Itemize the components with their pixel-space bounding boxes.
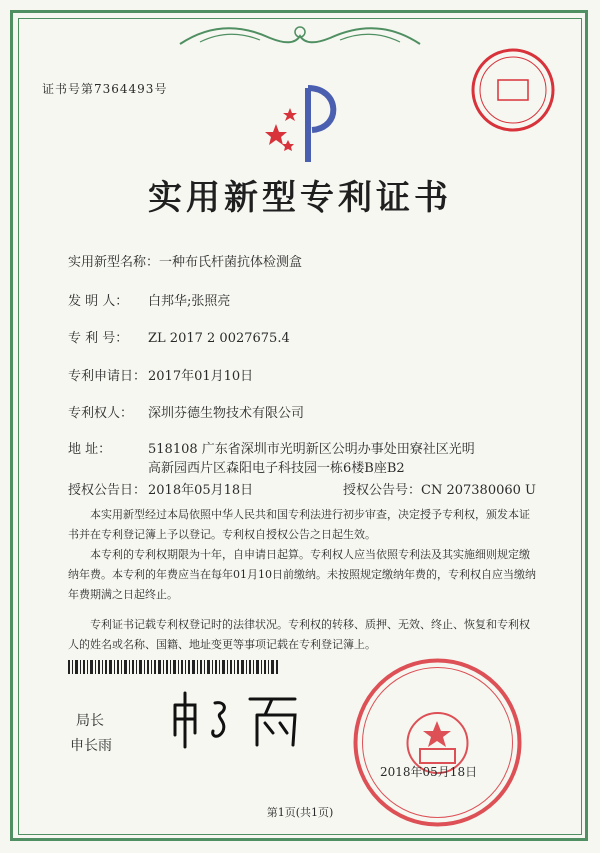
- model-name-row: [68, 251, 302, 270]
- top-right-seal: [468, 45, 558, 135]
- holder: 深圳芬德生物技术有限公司: [148, 406, 305, 421]
- page-number: 第1页(共1页): [266, 806, 334, 819]
- patent-number-row: [68, 327, 290, 346]
- paragraph-2: 本专利的专利权期限为十年，自申请日起算。专利权人应当依照专利法及其实施细则规定缴纳年费。本专利的年费应当在每年01月10日前缴纳。未按照规定缴纳年费的，专利权自应当缴纳年费期满之日起终止。: [68, 548, 536, 601]
- paragraph-1: 本实用新型经过本局依照中华人民共和国专利法进行初步审查，决定授予专利权，颁发本证书并在专利登记簿上予以登记。专利权自授权公告之日起生效。: [68, 508, 530, 541]
- inventor: 白邦华;张照亮: [148, 294, 231, 309]
- grant-number-row: [343, 479, 536, 498]
- body-text: [68, 505, 538, 655]
- director-signature: [165, 685, 315, 755]
- filing-date-row: [68, 365, 253, 384]
- issue-date: 2018年05月18日: [380, 765, 478, 779]
- grant-date-row: [68, 479, 253, 498]
- certificate-number: 证书号第7364493号: [42, 82, 168, 96]
- grant-number-label: 授权公告号：: [343, 483, 422, 498]
- patent-number-label: 专 利 号：: [68, 331, 129, 346]
- paragraph-3: 专利证书记载专利权登记时的法律状况。专利权的转移、质押、无效、终止、恢复和专利权人的姓名或名称、国籍、地址变更等事项记载在专利登记簿上。: [68, 618, 530, 651]
- model-name-label: 实用新型名称：: [68, 255, 160, 270]
- filing-date: 2017年01月10日: [148, 369, 254, 384]
- top-ornament: [170, 14, 430, 54]
- inventor-row: [68, 290, 230, 309]
- patent-office-logo: [260, 80, 350, 170]
- barcode: [68, 660, 278, 674]
- inventor-label: 发 明 人：: [68, 294, 129, 309]
- director-title: 局长: [76, 713, 104, 729]
- grant-date-label: 授权公告日：: [68, 483, 147, 498]
- certificate-title: 实用新型专利证书: [148, 178, 452, 218]
- patent-number: ZL 2017 2 0027675.4: [148, 331, 290, 346]
- holder-label: 专利权人：: [68, 406, 134, 421]
- grant-date: 2018年05月18日: [148, 483, 254, 498]
- holder-row: [68, 402, 304, 421]
- address-label: 地 址：: [68, 442, 112, 457]
- director-name: 申长雨: [70, 738, 112, 754]
- address-row: [68, 438, 475, 457]
- address-line-1: 518108 广东省深圳市光明新区公明办事处田寮社区光明: [148, 442, 475, 457]
- address-line-2: 高新园西片区森阳电子科技园一栋6楼B座B2: [148, 461, 405, 476]
- grant-number: CN 207380060 U: [421, 483, 536, 498]
- filing-date-label: 专利申请日：: [68, 369, 147, 384]
- model-name: 一种布氏杆菌抗体检测盒: [159, 255, 303, 270]
